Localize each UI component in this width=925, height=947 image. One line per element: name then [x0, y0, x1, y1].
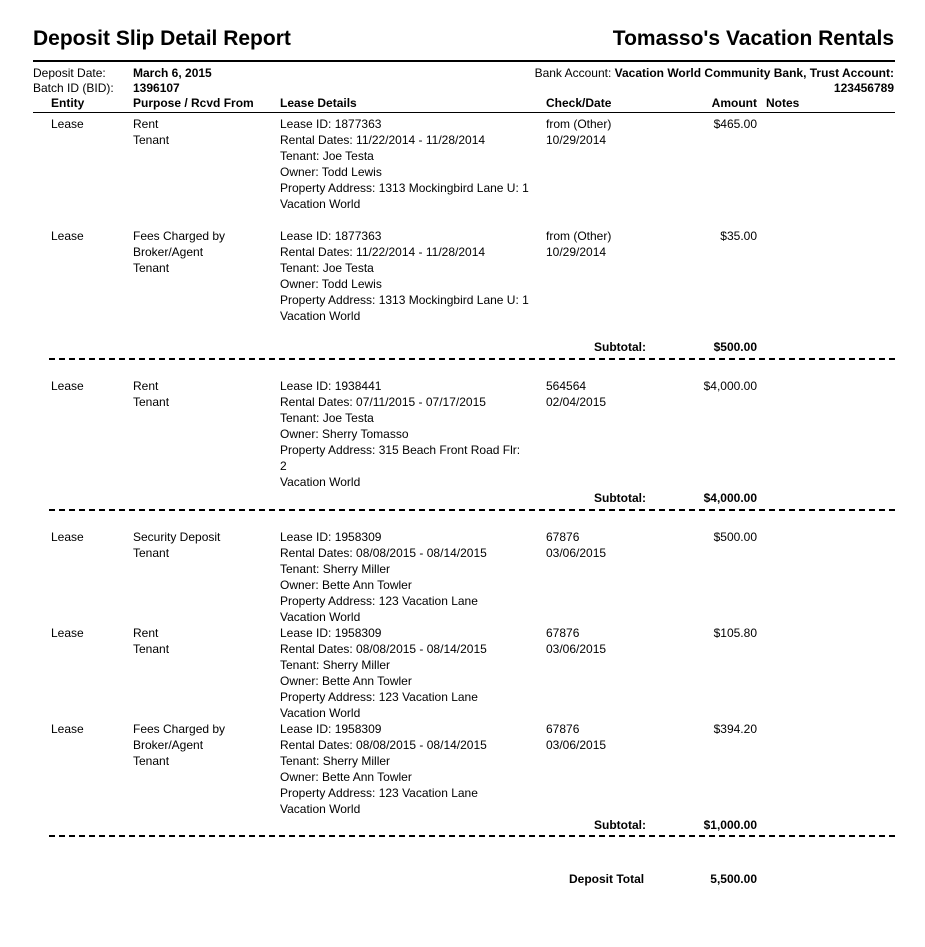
cell-amount: $35.00 [720, 229, 757, 243]
lease-detail-line: Property Address: 123 Vacation Lane [280, 690, 478, 704]
purpose-line: Rent [133, 379, 159, 393]
lease-detail-line: Vacation World [280, 802, 361, 816]
lease-detail-line: Tenant: Joe Testa [280, 149, 374, 163]
subtotal-label: Subtotal: [594, 491, 646, 505]
cell-amount: $105.80 [713, 626, 757, 640]
cell-check-date [546, 378, 606, 410]
bank-account-number: 123456789 [833, 81, 894, 95]
lease-detail-line: Vacation World [280, 475, 361, 489]
batch-id-label: Batch ID (BID): [33, 81, 114, 95]
lease-detail-line: Lease ID: 1877363 [280, 229, 382, 243]
cell-purpose [133, 529, 220, 561]
bank-account [535, 66, 894, 80]
lease-detail-line: Lease ID: 1877363 [280, 117, 382, 131]
check-date-line: 02/04/2015 [546, 395, 607, 409]
col-header-amount: Amount [711, 96, 757, 110]
lease-detail-line: Property Address: 1313 Mockingbird Lane U: 1 [280, 181, 529, 195]
cell-lease-details [280, 116, 530, 212]
purpose-line: Tenant [133, 261, 170, 275]
cell-lease-details [280, 721, 530, 817]
cell-check-date [546, 625, 606, 657]
lease-detail-line: Rental Dates: 11/22/2014 - 11/28/2014 [280, 133, 486, 147]
lease-detail-line: Lease ID: 1958309 [280, 530, 382, 544]
subtotal-label: Subtotal: [594, 340, 646, 354]
lease-detail-line: Property Address: 123 Vacation Lane [280, 594, 478, 608]
check-date-line: 67876 [546, 530, 580, 544]
cell-amount: $394.20 [713, 722, 757, 736]
report-title: Deposit Slip Detail Report [33, 27, 291, 50]
purpose-line: Fees Charged by [133, 722, 226, 736]
lease-detail-line: Lease ID: 1938441 [280, 379, 382, 393]
cell-entity: Lease [51, 379, 84, 393]
check-date-line: 03/06/2015 [546, 546, 607, 560]
group-divider [49, 835, 895, 837]
purpose-line: Tenant [133, 754, 170, 768]
lease-detail-line: Rental Dates: 07/11/2015 - 07/17/2015 [280, 395, 486, 409]
cell-entity: Lease [51, 626, 84, 640]
lease-detail-line: Owner: Todd Lewis [280, 165, 382, 179]
cell-lease-details [280, 625, 530, 721]
bank-account-label: Bank Account: [534, 66, 612, 80]
lease-detail-line: Tenant: Sherry Miller [280, 658, 391, 672]
lease-detail-line: Property Address: 1313 Mockingbird Lane U: 1 [280, 293, 529, 307]
deposit-total-label: Deposit Total [569, 872, 645, 886]
cell-entity: Lease [51, 117, 84, 131]
lease-detail-line: Vacation World [280, 706, 361, 720]
group-divider [49, 509, 895, 511]
cell-purpose [133, 116, 169, 148]
lease-detail-line: Owner: Bette Ann Towler [280, 578, 412, 592]
check-date-line: 67876 [546, 722, 580, 736]
cell-purpose [133, 378, 169, 410]
check-date-line: 03/06/2015 [546, 738, 607, 752]
purpose-line: Rent [133, 626, 159, 640]
purpose-line: Security Deposit [133, 530, 221, 544]
lease-detail-line: Tenant: Joe Testa [280, 261, 374, 275]
col-header-entity: Entity [51, 96, 85, 110]
check-date-line: 10/29/2014 [546, 245, 607, 259]
lease-detail-line: Lease ID: 1958309 [280, 722, 382, 736]
check-date-line: from (Other) [546, 229, 612, 243]
purpose-line: Rent [133, 117, 159, 131]
lease-detail-line: Tenant: Joe Testa [280, 411, 374, 425]
check-date-line: from (Other) [546, 117, 612, 131]
cell-entity: Lease [51, 229, 84, 243]
cell-purpose [133, 721, 225, 769]
cell-lease-details [280, 378, 530, 490]
cell-amount: $465.00 [713, 117, 757, 131]
cell-lease-details [280, 228, 530, 324]
lease-detail-line: Owner: Bette Ann Towler [280, 674, 412, 688]
deposit-date-value: March 6, 2015 [133, 66, 212, 80]
lease-detail-line: Vacation World [280, 610, 361, 624]
batch-id-value: 1396107 [133, 81, 180, 95]
cell-check-date [546, 116, 611, 148]
lease-detail-line: Vacation World [280, 197, 361, 211]
purpose-line: Tenant [133, 546, 170, 560]
purpose-line: Fees Charged by [133, 229, 226, 243]
purpose-line: Broker/Agent [133, 245, 204, 259]
purpose-line: Tenant [133, 395, 170, 409]
check-date-line: 564564 [546, 379, 587, 393]
lease-detail-line: Owner: Todd Lewis [280, 277, 382, 291]
lease-detail-line: Tenant: Sherry Miller [280, 754, 391, 768]
purpose-line: Tenant [133, 133, 170, 147]
column-header-rule [33, 112, 895, 113]
deposit-date-label: Deposit Date: [33, 66, 106, 80]
cell-check-date [546, 721, 606, 753]
lease-detail-line: Tenant: Sherry Miller [280, 562, 391, 576]
col-header-notes: Notes [766, 96, 800, 110]
cell-amount: $4,000.00 [703, 379, 757, 393]
check-date-line: 10/29/2014 [546, 133, 607, 147]
cell-entity: Lease [51, 722, 84, 736]
lease-detail-line: Rental Dates: 08/08/2015 - 08/14/2015 [280, 642, 487, 656]
check-date-line: 03/06/2015 [546, 642, 607, 656]
col-header-details: Lease Details [280, 96, 357, 110]
deposit-total-value: 5,500.00 [710, 872, 757, 886]
lease-detail-line: Owner: Sherry Tomasso [280, 427, 409, 441]
subtotal-value: $4,000.00 [703, 491, 757, 505]
purpose-line: Tenant [133, 642, 170, 656]
check-date-line: 67876 [546, 626, 580, 640]
company-name: Tomasso's Vacation Rentals [612, 27, 894, 50]
lease-detail-line: Rental Dates: 08/08/2015 - 08/14/2015 [280, 738, 487, 752]
lease-detail-line: Property Address: 315 Beach Front Road Flr: 2 [280, 443, 521, 473]
subtotal-value: $500.00 [713, 340, 757, 354]
cell-purpose [133, 228, 225, 276]
group-divider [49, 358, 895, 360]
cell-purpose [133, 625, 169, 657]
lease-detail-line: Property Address: 123 Vacation Lane [280, 786, 478, 800]
cell-check-date [546, 228, 611, 260]
subtotal-label: Subtotal: [594, 818, 646, 832]
lease-detail-line: Owner: Bette Ann Towler [280, 770, 412, 784]
lease-detail-line: Vacation World [280, 309, 361, 323]
col-header-check: Check/Date [546, 96, 612, 110]
bank-account-name: Vacation World Community Bank, Trust Account: [614, 66, 894, 80]
cell-check-date [546, 529, 606, 561]
lease-detail-line: Rental Dates: 08/08/2015 - 08/14/2015 [280, 546, 487, 560]
lease-detail-line: Rental Dates: 11/22/2014 - 11/28/2014 [280, 245, 486, 259]
header-rule [33, 60, 895, 62]
subtotal-value: $1,000.00 [703, 818, 757, 832]
cell-entity: Lease [51, 530, 84, 544]
cell-amount: $500.00 [713, 530, 757, 544]
col-header-purpose: Purpose / Rcvd From [133, 96, 254, 110]
cell-lease-details [280, 529, 530, 625]
lease-detail-line: Lease ID: 1958309 [280, 626, 382, 640]
purpose-line: Broker/Agent [133, 738, 204, 752]
